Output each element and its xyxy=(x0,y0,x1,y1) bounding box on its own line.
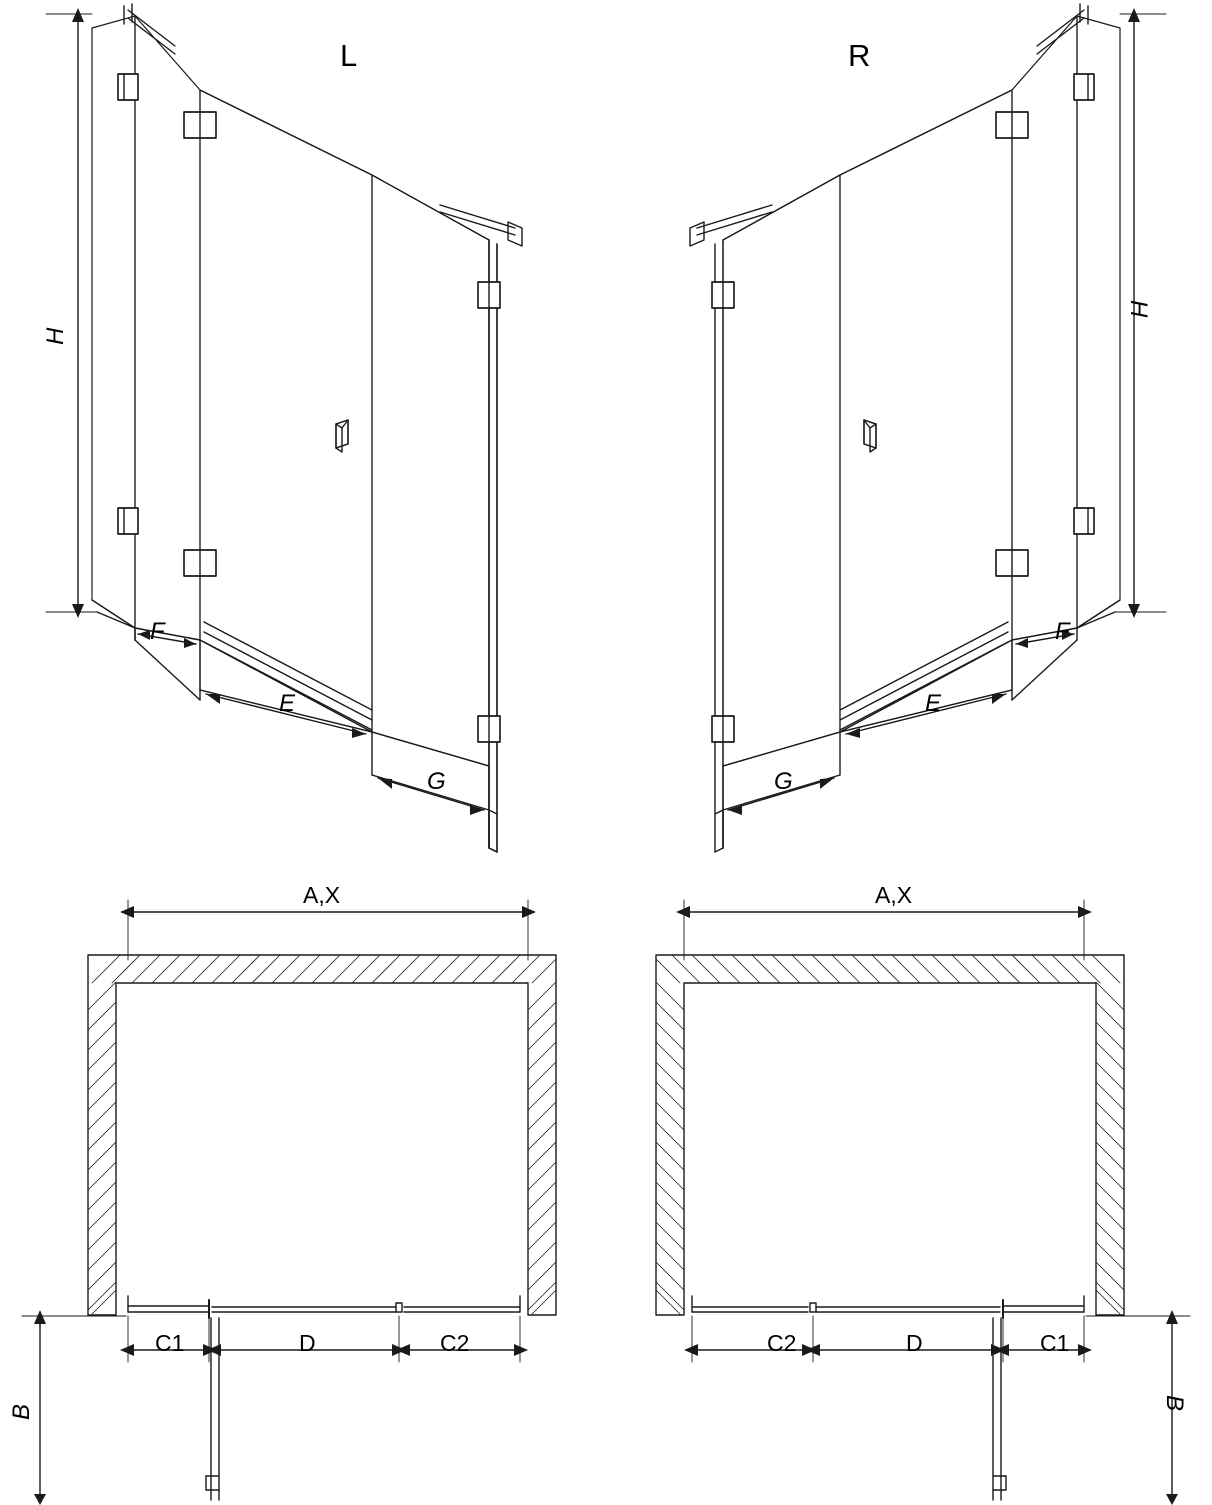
right-view-title: R xyxy=(848,38,871,73)
right-plan-view xyxy=(656,900,1190,1505)
right-isometric-view xyxy=(690,4,1166,852)
left-plan-depth-dim: B xyxy=(8,1403,35,1420)
right-plan-seg-c1: C1 xyxy=(1040,1330,1070,1356)
left-plan-view xyxy=(22,900,556,1505)
left-plan-top-dim: A,X xyxy=(303,882,341,908)
right-segment-f: F xyxy=(1055,618,1070,645)
left-isometric-view xyxy=(46,4,522,852)
right-segment-e: E xyxy=(925,690,942,717)
left-plan-seg-d: D xyxy=(299,1330,316,1356)
left-segment-g: G xyxy=(427,768,446,795)
left-height-label: H xyxy=(42,327,69,345)
left-segment-f: F xyxy=(150,618,165,645)
right-plan-top-dim: A,X xyxy=(875,882,913,908)
right-height-label: H xyxy=(1125,300,1152,318)
left-segment-e: E xyxy=(279,690,296,717)
left-view-title: L xyxy=(340,38,358,73)
right-plan-seg-d: D xyxy=(906,1330,923,1356)
right-segment-g: G xyxy=(774,768,793,795)
left-plan-seg-c1: C1 xyxy=(155,1330,185,1356)
right-plan-depth-dim: B xyxy=(1161,1395,1188,1412)
right-plan-seg-c2: C2 xyxy=(767,1330,797,1356)
left-plan-seg-c2: C2 xyxy=(440,1330,470,1356)
